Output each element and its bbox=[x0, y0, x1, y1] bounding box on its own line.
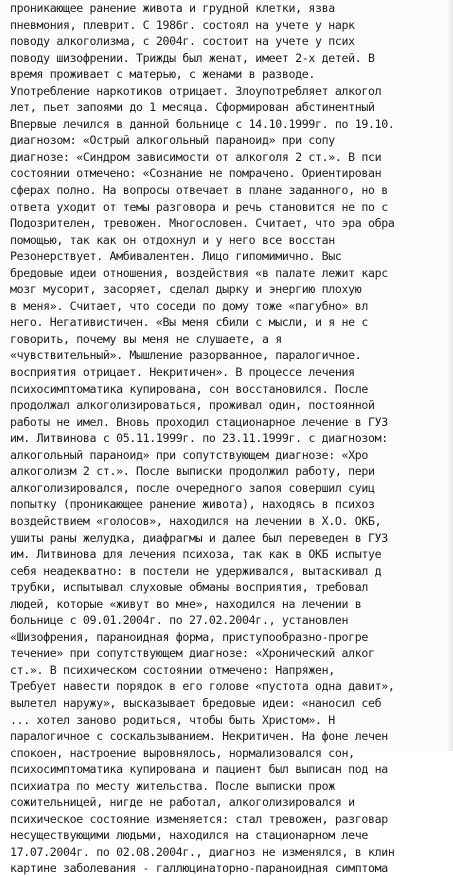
document-line: алкоголизм 2 ст.». После выписки продолжил работу, пери bbox=[10, 464, 375, 479]
document-line: несуществующими людьми, находился на стационарном лече bbox=[10, 828, 369, 843]
document-line: пневмония, плеврит. С 1986г. состоял на учете у нарк bbox=[10, 17, 355, 32]
document-line: помощью, так как он отдохнул и у него все восстан bbox=[10, 232, 335, 247]
document-line: диагнозе: «Синдром зависимости от алкоголя 2 ст.». В пси bbox=[10, 149, 382, 164]
document-line: вылетел наружу», высказывает бредовые идеи: «наносил себ bbox=[10, 695, 382, 710]
document-line: паралогичное с соскальзыванием. Некритичен. На фоне лечен bbox=[10, 729, 388, 744]
document-line: «чувствительный». Мышление разорванное, паралогичное. bbox=[10, 348, 362, 363]
document-line: ушиты раны желудка, диафрагмы и далее был переведен в ГУЗ bbox=[10, 530, 388, 545]
document-line: сферах полно. На вопросы отвечает в плане заданного, но в bbox=[10, 183, 388, 198]
document-line: психосимптоматика купирована, сон восстановился. После bbox=[10, 381, 369, 396]
document-line: мозг мусорит, засоряет, сделал дырку и энергию плохую bbox=[10, 282, 362, 297]
document-line: ст.». В психическом состоянии отмечено: Напряжен, bbox=[10, 662, 335, 677]
page-edge-shadow bbox=[447, 0, 453, 751]
document-line: бредовые идеи отношения, воздействия «в палате лежит карс bbox=[10, 265, 388, 280]
document-line: психиатра по месту жительства. После выписки прож bbox=[10, 778, 335, 793]
document-line: себя неадекватно: в постели не удерживался, вытаскивал д bbox=[10, 563, 382, 578]
document-line: в меня». Считает, что соседи по дому тоже «пагубно» вл bbox=[10, 298, 369, 313]
document-line: алкогольный параноид» при сопутствующем диагнозе: «Хро bbox=[10, 447, 369, 462]
document-line: трубки, испытывал слуховые обманы восприятия, требовал bbox=[10, 580, 369, 595]
document-line: состоянии отмечено: «Сознание не помрачено. Ориентирован bbox=[10, 166, 382, 181]
document-line: Впервые лечился в данной больнице с 14.10.1999г. по 19.10. bbox=[10, 116, 395, 131]
document-line: течение» при сопутствующем диагнозе: «Хронический алког bbox=[10, 646, 375, 661]
document-line: им. Литвинова с 05.11.1999г. по 23.11.1999г. с диагнозом: bbox=[10, 431, 388, 446]
document-line: время проживает с матерью, с женами в разводе. bbox=[10, 67, 315, 82]
document-line: «Шизофрения, параноидная форма, приступообразно-прогре bbox=[10, 629, 369, 644]
document-line: него. Негативистичен. «Вы меня сбили с мысли, и я не с bbox=[10, 315, 369, 330]
document-line: Требует навести порядок в его голове «пустота одна давит», bbox=[10, 679, 395, 694]
document-line: воздействием «голосов», находился на лечении в Х.О. ОКБ, bbox=[10, 513, 382, 528]
document-line: попытку (проникающее ранение живота), находясь в психоз bbox=[10, 497, 375, 512]
document-line: лет, пьет запоями до 1 месяца. Сформирован абстинентный bbox=[10, 100, 375, 115]
document-line: спокоен, настроение выровнялось, нормализовался сон, bbox=[10, 745, 355, 760]
document-line: Подозрителен, тревожен. Многословен. Считает, что эра обра bbox=[10, 216, 395, 231]
document-line: поводу алкоголизма, с 2004г. состоит на учете у псих bbox=[10, 34, 355, 49]
document-line: Резонерствует. Амбивалентен. Лицо гипомимично. Выс bbox=[10, 249, 342, 264]
document-line: работы не имел. Вновь проходил стационарное лечение в ГУЗ bbox=[10, 414, 388, 429]
document-line: восприятия отрицает. Некритичен». В процессе лечения bbox=[10, 365, 355, 380]
document-line: людей, которые «живут во мне», находился на лечении в bbox=[10, 596, 362, 611]
document-line: больнице с 09.01.2004г. по 27.02.2004г., установлен bbox=[10, 613, 349, 628]
document-line: ... хотел заново родиться, чтобы быть Христом». Н bbox=[10, 712, 335, 727]
document-body bbox=[10, 0, 446, 877]
document-line: диагнозом: «Острый алкогольный параноид» при сопу bbox=[10, 133, 335, 148]
document-line: психосимптоматика купирована и пациент был выписан под на bbox=[10, 762, 388, 777]
document-line: говорить, почему вы меня не слушаете, а я bbox=[10, 331, 282, 346]
document-line: Употребление наркотиков отрицает. Злоупотребляет алкогол bbox=[10, 83, 382, 98]
document-line: 17.07.2004г. по 02.08.2004г., диагноз не изменялся, в клин bbox=[10, 844, 395, 859]
document-line: им. Литвинова для лечения психоза, так как в ОКБ испытуе bbox=[10, 547, 382, 562]
document-line: алкоголизировался, после очередного запоя совершил суиц bbox=[10, 480, 375, 495]
document-line: проникающее ранение живота и грудной клетки, язва bbox=[10, 1, 335, 15]
document-line: психическое состояние изменяется: стал тревожен, разговар bbox=[10, 811, 388, 826]
document-line: картине заболевания - галлюцинаторно-параноидная симптома bbox=[10, 861, 388, 876]
document-line: поводу шизофрении. Трижды был женат, имеет 2-х детей. В bbox=[10, 50, 375, 65]
document-line: ответа уходит от темы разговора и речь становится не по с bbox=[10, 199, 388, 214]
document-line: сожительницей, нигде не работал, алкоголизировался и bbox=[10, 795, 355, 810]
document-line: продолжал алкоголизироваться, проживал один, постоянной bbox=[10, 398, 375, 413]
